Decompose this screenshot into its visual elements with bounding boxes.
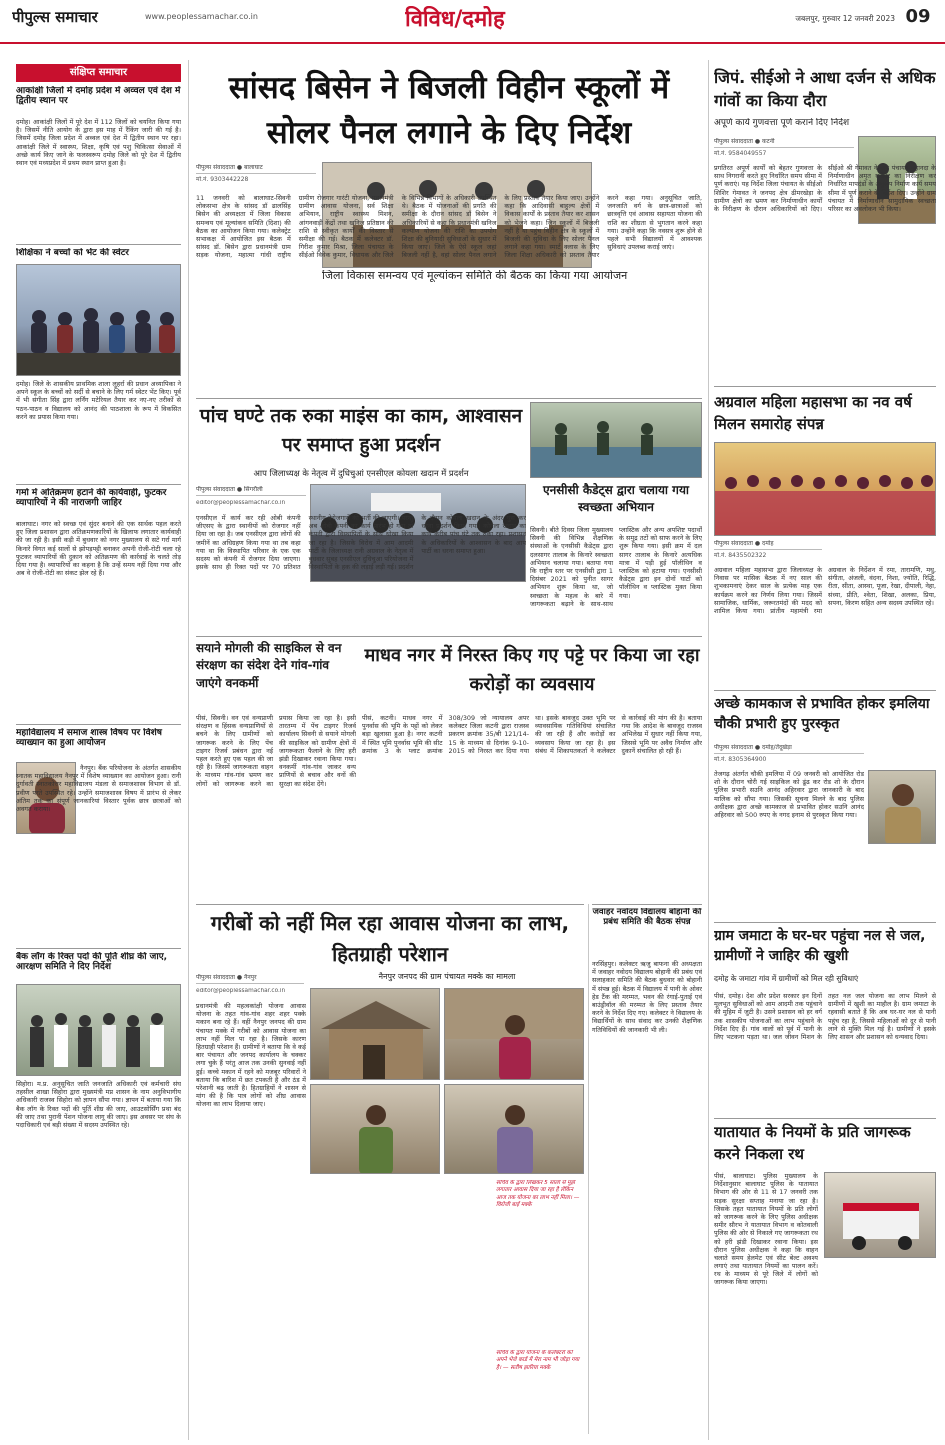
brief-body-4: नैनपुर। बैंक परियोजना के अंतर्गत शासकीय स्नातक महाविद्यालय नैनपुर में विशेष व्याख्यान का आयोजन हुआ। रानी दुर्गावती स्नातकोत्तर महाविद्यालय मंडला से समाजशास्त्र विभाग से डॉ. प्रवीण परते उपस्थित रहे। उन्होंने समाजशास्त्र विषय में प्रारंभ से लेकर अंतिम तक का संपूर्ण जानकारियां विस्तार पूर्वक छात्र छात्राओं को अवगत कराया। bbox=[16, 764, 181, 813]
award-byline: पीपुल्स संवाददाता ● दमोह/तेंदूखेड़ा bbox=[714, 744, 864, 754]
section-rule bbox=[714, 922, 936, 923]
brief-headline-2: शिक्षिका ने बच्चों को भेंट की स्वेटर bbox=[16, 248, 129, 258]
section-rule bbox=[714, 386, 936, 387]
column-rule bbox=[588, 904, 589, 1434]
cycle-headline: सयाने मोगली की साइकिल से वन संरक्षण का संदेश देने गांव-गांव जाएंगे वनकर्मी bbox=[196, 641, 342, 690]
village-subhead: दमोह के जमाटा गांव में ग्रामीणों को मिल रही सुविधाएं bbox=[714, 974, 859, 983]
section-rule bbox=[714, 690, 936, 691]
ceo-headline: जिपं. सीईओ ने आधा दर्जन से अधिक गांवों का किया दौरा bbox=[714, 68, 936, 111]
award-mobile: मो.नं. 8305364900 bbox=[714, 756, 767, 763]
officer-photo bbox=[868, 770, 936, 844]
officer-portrait bbox=[869, 771, 936, 844]
madhav-headline: माधव नगर में निरस्त किए गए पट्टे पर किया जा रहा करोड़ों का व्यवसाय bbox=[364, 645, 700, 695]
village-body: पीसं, दमोह। देश और प्रदेश सरकार इन दिनों मूलभूत सुविधाओं को आम आदमी तक पहुंचाने की मुहिम में जुटी है। उसने प्रशासन को हर वर्ग तक शासकीय योजनाओं का लाभ पहुंचाने के निर्देश दिए हैं। गांव वालों को पूर्व में पानी के लिए भटकना पड़ता था। जल जीवन मिशन के तहत नल जल योजना का लाभ मिलने से ग्रामीणों में खुशी का माहौल है। ग्राम जमाटा के रहवासी बताते हैं कि अब घर-घर नल से पानी पहुंच रहा है, जिससे महिलाओं को दूर से पानी लाने से मुक्ति मिल गई है। ग्रामीणों ने इसके लिए शासन और प्रशासन को धन्यवाद दिया। bbox=[714, 992, 936, 1041]
column-rule bbox=[188, 60, 189, 1440]
navodaya-body: नरसिंहपुर। कलेक्टर ऋजु बाफना की अध्यक्षता में जवाहर नवोदय विद्यालय बोहानी की प्रबंध एवं सलाहकार समिति की बैठक बुधवार को बोहानी में संपन्न हुई। बैठक में विद्यालय में पानी के ओवर हेड टैंक की मरम्मत, भवन की रंगाई-पुताई एवं बाउंड्रीवॉल की मरम्मत के लिए प्रस्ताव तैयार करने के निर्देश दिए गए। कलेक्टर ने विद्यालय के विद्यार्थियों के साथ संवाद कर उनकी शैक्षणिक गतिविधियों की जानकारी भी ली। bbox=[592, 960, 702, 1034]
brief-body-1: दमोह। आकांक्षी जिलों में पूरे देश में 112 जिलों को चयनित किया गया है। जिसमें नीति आयोग के द्वारा इस माह में रैंकिंग जारी की गई है। जिसमें दमोह जिला प्रदेश में अव्वल एवं देश में द्वितीय स्थान पर रहा। आकांक्षी जिले में स्वास्थ्य, शिक्षा, कृषि एवं पशु चिकित्सा सेवाओं में अच्छे कार्य किए जाने के फलस्वरूप दमोह जिले को पूरे देश में द्वितीय स्थान एवं मध्यप्रदेश में प्रथम स्थान प्राप्त हुआ है। bbox=[16, 118, 181, 167]
memorandum-crowd bbox=[17, 985, 181, 1076]
students-photo-figures bbox=[17, 265, 181, 376]
cycle-body: पीसं, सिवनी। वन एवं वन्यप्राणी संरक्षण व हिंसक वन्यप्राणियों से बचने के लिए ग्रामीणों को जागरूक करने के लिए पेंच टाइगर रिजर्व प्रबंधन द्वारा नई पहल करते हुए एक पहल की जा रही है। जिसमें जागरूकता वाहन के माध्यम गांव-गांव भ्रमण कर लोगों को जागरूक करने का प्रयास किया जा रहा है। इसी तारतम्य में पेंच टाइगर रिजर्व कार्यालय सिवनी से सयाने मोगली की साइकिल को ग्रामीण क्षेत्रों में जागरूकता फैलाने के लिए हरी झंडी दिखाकर रवाना किया गया। वनकर्मी गांव-गांव जाकर वन्य प्राणियों से बचाव और वनों की सुरक्षा का संदेश देंगे। bbox=[196, 714, 356, 788]
lead-subhead: जिला विकास समन्वय एवं मूल्यांकन समिति की बैठक का किया गया आयोजन bbox=[322, 270, 628, 282]
old-woman-photo bbox=[445, 1085, 584, 1174]
housing-body: प्रधानमंत्री की महत्वकांक्षी योजना आवास योजना के तहत गांव-गांव शहर शहर पक्के मकान बना रहे हैं। वहीं नैनपुर जनपद की ग्राम पंचायत मक्के में गरीबों को आवास योजना का लाभ नहीं मिल पा रहा है। जिसके कारण हितग्राही परेशान हैं। ग्रामीणों ने बताया कि वे कई बार पंचायत और जनपद कार्यालय के चक्कर लगा चुके हैं परंतु आज तक उनकी सुनवाई नहीं हुई। कच्चे मकान में रहने को मजबूर परिवारों ने बताया कि बारिश में छत टपकती है और ठंड में परेशानी बढ़ जाती है। हितग्राहियों ने शासन से मांग की है कि पात्र लोगों को शीघ्र आवास योजना का लाभ दिलाया जाए। bbox=[196, 1002, 306, 1109]
section-rule bbox=[592, 904, 702, 905]
madhav-body: पीसं, कटनी। माधव नगर में पुनर्वास की भूमि के पट्टों को लेकर बड़ा खुलासा हुआ है। नगर कटनी में स्थित भूमि पुनर्वास भूमि की सीट क्रमांक 3 के प्लाट क्रमांक 308/309 जो न्यायालय अपर कलेक्टर जिला कटनी द्वारा राजस्व प्रकरण क्रमांक 35/बी 121/14-15 के माध्यम से दिनांक 9-10-2015 को निरस्त कर दिया गया था। इसके बावजूद उक्त भूमि पर व्यावसायिक गतिविधियां संचालित की जा रही हैं और करोड़ों का व्यवसाय किया जा रहा है। इस संबंध में शिकायतकर्ता ने कलेक्टर से कार्रवाई की मांग की है। बताया गया कि आदेश के बावजूद राजस्व अभिलेख में सुधार नहीं किया गया, जिससे भूमि पर अवैध निर्माण और दुकानें संचालित हो रही हैं। bbox=[362, 714, 702, 755]
agrawal-body: अग्रवाल महिला महासभा द्वारा जिलाध्यक्ष के निवास पर मासिक बैठक में नए साल की शुभकामनाएं देकर साल के प्रत्येक माह एक कार्यक्रम करने का निर्णय लिया गया। जिसमें सामाजिक, धार्मिक, जरूरतमंदों की मदद को शामिल किया गया। प्रांतीय महामंत्री रमा अग्रवाल के निर्देशन में रमा, तारामणि, मधु, संगीता, अंजली, वंदना, निशा, ज्योति, रिद्धि, रीता, सीता, आस्था, पूजा, रेखा, दीपाली, नेहा, संध्या, प्रीति, श्वेता, शिखा, अलका, प्रिया, सपना, किरण सहित अन्य सदस्य उपस्थित रहे। bbox=[714, 566, 936, 615]
ncc-headline: एनसीसी कैडेट्स द्वारा चलाया गया स्वच्छता अभियान bbox=[542, 483, 690, 515]
housing-body-cont bbox=[310, 1180, 490, 1434]
traffic-headline: यातायात के नियमों के प्रति जागरूक करने निकला रथ bbox=[714, 1123, 911, 1163]
mine-body: एनसीएल में कार्य कर रही ओबी कंपनी जीएसए के द्वारा स्थानीयों को रोजगार नहीं दिया जा रहा है। जब एनसीएल द्वारा लोगों की जमीनें का अधिग्रहण किया गया था तब कहा गया था कि विस्थापित परिवार के एक एक सदस्य को कंपनी में रोजगार दिया जाएगा। इसके साथ ही रिक्त पदों पर 70 प्रतिशत स्थानीय बेरोजगारों की भर्ती की जाएगी। परन्तु अब ओबी कंपनी का कार्य प्रारंभ हो गया तो कंपनी द्वारा विस्थापितों के साथ धोखा किया जा रहा है। जिसके विरोध में आम आदमी पार्टी के जिलाध्यक्ष रानी अग्रवाल के नेतृत्व में बुधवार सुबह एनसीएल दुधिचुआ परियोजना में विस्थापितों के हक की लड़ाई लड़ी गई। प्रदर्शन के दौरान कोयला खदान के अंदर घुस कर धरना प्रदर्शन किया गया। कोयला खदान का कार्य करीब पांच घंटे तक रुका रहा। प्रशासन के अधिकारियों के आश्वासन के बाद आप पार्टी का धरना समाप्त हुआ। bbox=[196, 514, 526, 572]
brief-rule bbox=[16, 724, 181, 725]
lead-body-mask bbox=[320, 160, 702, 290]
section-rule bbox=[196, 398, 702, 399]
housing-byline: पीपुल्स संवाददाता ● नैनपुर bbox=[196, 974, 304, 984]
agrawal-mobile: मो.नं. 8435502322 bbox=[714, 552, 767, 559]
award-body: तेजगढ़ अंतर्गत चौकी इमलिया में 09 जनवरी को आयोजित रोड शो के दौरान चोरी गई साइकिल को ढूंढ कर रोड शो के दौरान पुलिस प्रभारी सउनि आनंद अहिरवार द्वारा जानकारी के बाद मालिक को सौंपा गया। जिसकी सूचना मिलने के बाद पुलिस अधीक्षक द्वारा अच्छे कामकाज से प्रभावित होकर सउनि आनंद अहिरवार को 500 रुपए के नगद इनाम से पुरस्कृत किया गया। bbox=[714, 770, 864, 819]
brief-headline-4: महाविद्यालय में समाज शास्त्र विषय पर विशेष व्याख्यान का हुआ आयोजन bbox=[16, 728, 162, 749]
section-title: विविध/दमोह bbox=[405, 7, 505, 32]
agrawal-byline: पीपुल्स संवाददाता ● दमोह bbox=[714, 540, 822, 550]
ncc-cadets-photo bbox=[531, 403, 702, 478]
ceo-body: प्रगतिरत अपूर्ण कार्यों को बेहतर गुणवत्ता के साथ निगरानी करते हुए निर्धारित समय सीमा में पूर्ण कराएं। यह निर्देश जिला पंचायत के सीईओ शिशिर गेमावत ने जनपद क्षेत्र ढीमरखेड़ा के ग्रामीण क्षेत्रों का भ्रमण कर निर्माणाधीन कार्यों के निरीक्षण के दौरान अधिकारियों को दिए। सीईओ श्री गेमावत ने ग्राम पंचायत महानदा के निर्माणाधीन अमृत सरोवर का निरीक्षण कर निर्धारित मापदंडों के अनुरूप निर्माण कार्य समय सीमा में पूर्ण कराने के निर्देश दिए। उन्होंने ग्राम पंचायत में निर्माणाधीन सामुदायिक स्वच्छता परिसर का अवलोकन भी किया। bbox=[714, 164, 936, 213]
brand-logo: पीपुल्स समाचार bbox=[12, 8, 98, 26]
section-rule bbox=[196, 904, 584, 905]
mine-byline: पीपुल्स संवाददाता ● सिंगरौली bbox=[196, 486, 306, 496]
masthead bbox=[0, 0, 945, 44]
section-rule bbox=[714, 1118, 936, 1119]
housing-quote-1: सचिव के द्वारा लिखकर 5 सालों से मुझे लगातार आवास दिया जा रहा है लेकिन आज तक योजना का लाभ नहीं मिला। — विरोजी बाई मक्के bbox=[496, 1180, 580, 1208]
brief-column bbox=[16, 64, 181, 1436]
section-rule bbox=[196, 636, 702, 637]
brief-body-3: बालाघाट। नगर को स्वच्छ एवं सुंदर बनाने की एक सार्थक पहल करते हुए जिला प्रशासन द्वारा अतिक्रमणकारियों के खिलाफ लगातार कार्यवाही की जा रही है। इसी कड़ी में बुधवार को नगर मुख्यालय से सटे गर्रा मार्ग किनारे विगत कई सालों से झोपड़पट्टी बनाकर अपनी रोजी-रोटी चला रहे फुटकर व्यापारियों की दुकान को अतिक्रमण की कार्रवाई के चलते तोड़ दिया गया है। व्यापारियों का कहना है कि उन्हें समय नहीं दिया गया और अब वे रोजी-रोटी का संकट झेल रहे हैं। bbox=[16, 520, 181, 578]
housing-photo-4 bbox=[444, 1084, 584, 1174]
housing-email[interactable]: editor@peoplessamachar.co.in bbox=[196, 988, 286, 994]
ceo-mobile: मो.नं. 9584049557 bbox=[714, 150, 767, 157]
students-photo bbox=[16, 264, 181, 376]
beneficiary-photo bbox=[445, 989, 584, 1080]
column-rule bbox=[708, 60, 709, 1440]
ncc-photo bbox=[530, 402, 702, 478]
kachha-house-photo bbox=[311, 989, 440, 1080]
housing-headline: गरीबों को नहीं मिल रहा आवास योजना का लाभ, हितग्राही परेशान bbox=[210, 911, 570, 966]
ceo-subhead: अपूर्ण कार्य गुणवत्ता पूर्ण कराने दिए निर्देश bbox=[714, 118, 850, 128]
brief-rule bbox=[16, 948, 181, 949]
brief-headline-5: बैक लॉग के रिक्त पदों की पूर्ति शीघ्र की जाए, आरक्षण समिति ने दिए निर्देश bbox=[16, 952, 168, 973]
award-headline: अच्छे कामकाज से प्रभावित होकर इमलिया चौकी प्रभारी हुए पुरस्कृत bbox=[714, 696, 930, 733]
lead-mobile: मो.नं. 9303442228 bbox=[196, 176, 249, 183]
traffic-photo bbox=[824, 1172, 936, 1258]
mine-subhead: आप जिलाध्यक्ष के नेतृत्व में दुधिचुआं एनसीएल कोयला खदान में प्रदर्शन bbox=[253, 468, 469, 478]
housing-photo-1 bbox=[310, 988, 440, 1080]
site-url[interactable]: www.peoplessamachar.co.in bbox=[145, 12, 258, 21]
navodaya-headline: जवाहर नवोदय विद्यालय बोहानी की प्रबंध समिति की बैठक संपन्न bbox=[592, 908, 702, 927]
lead-headline: सांसद बिसेन ने बिजली विहीन स्कूलों में सोलर पैनल लगाने के दिए निर्देश bbox=[228, 70, 670, 151]
brief-label: संक्षिप्त समाचार bbox=[16, 64, 181, 82]
brief-body-5: सिहोरा। म.प्र. अनुसूचित जाति जनजाति अधिकारी एवं कर्मचारी संघ तहसील शाखा सिहोरा द्वारा मुख्यमंत्री मप्र शासन के नाम अनुविभागीय अधिकारी राजस्व सिहोरा को ज्ञापन सौंपा गया। ज्ञापन में बताया गया कि बैक लॉग के रिक्त पदों की पूर्ति शीघ्र की जाए, आउटसोर्सिंग प्रथा बंद की जाए तथा पुरानी पेंशन योजना लागू की जाए। इस अवसर पर संघ के पदाधिकारी एवं बड़ी संख्या में सदस्य उपस्थित रहे। bbox=[16, 1080, 181, 1129]
woman-photo bbox=[311, 1085, 440, 1174]
brief-rule bbox=[16, 244, 181, 245]
village-headline: ग्राम जमाटा के घर-घर पहुंचा नल से जल, ग्रामीणों ने जाहिर की खुशी bbox=[714, 928, 926, 965]
ncc-body: सिवनी। बीते दिवस जिला मुख्यालय सिवनी की विभिन्न शैक्षणिक संस्थाओं के एनसीसी कैडेट्स द्वारा दलसागर तालाब के किनारे स्वच्छता अभियान चलाया गया। बताया गया कि राष्ट्रीय स्तर पर एनसीसी द्वारा 1 दिसंबर 2021 को पुनीत सागर अभियान शुरू किया था, जो स्वच्छता के महत्व के बारे में जागरूकता बढ़ाने के साथ-साथ प्लास्टिक और अन्य अपशिष्ट पदार्थों के समुद्र तटों को साफ करने के लिए शुरू किया गया। इसी क्रम में दल सागर तालाब के किनारे अत्यधिक मात्रा में पड़ी हुई पॉलीथिन व प्लास्टिक को हटाया गया। एनसीसी कैडेट्स द्वारा इन दोनों घाटों को पॉलीथिन व प्लास्टिक मुक्त किया गया। bbox=[530, 526, 702, 608]
housing-subhead: नैनपुर जनपद की ग्राम पंचायत मक्के का मामला bbox=[378, 972, 516, 981]
brief-rule bbox=[16, 484, 181, 485]
page-number: 09 bbox=[905, 6, 931, 27]
traffic-body: पीसं, बालाघाट। पुलिस मुख्यालय के निर्देशानुसार बालाघाट पुलिस के यातायात विभाग की ओर से 11 से 17 जनवरी तक सड़क सुरक्षा सप्ताह मनाया जा रहा है। जिसके तहत यातायात नियमों के प्रति लोगों को जागरूक करने के लिए पुलिस अधीक्षक समीर सौरभ ने यातायात विभाग व कोतवाली पुलिस की ओर से निकाले गए जागरूकता रथ को हरी झंडी दिखाकर रवाना किया। इस दौरान पुलिस अधीक्षक ने कहा कि वाहन चलाते समय हेलमेट एवं सीट बेल्ट अवश्य लगाएं तथा यातायात नियमों का पालन करें। रथ के माध्यम से पूरे जिले में लोगों को जागरूक किया जाएगा। bbox=[714, 1172, 818, 1287]
brief-headline-3: गर्मा में अतिक्रमण हटाने की कार्यवाही, फुटकर व्यापारियों ने की नाराजगी जाहिर bbox=[16, 488, 167, 509]
housing-quote-2: सचिव के द्वारा योजना के कलेक्टरों को अपने भेजे कार्ड में मेरा नाम भी जोड़ा गया है। — सतीष झारिया मक्के bbox=[496, 1350, 580, 1371]
lead-byline: पीपुल्स संवाददाता ● बालाघाट bbox=[196, 164, 316, 174]
agrawal-photo bbox=[714, 442, 936, 536]
traffic-body-cont bbox=[824, 1262, 936, 1434]
housing-photo-3 bbox=[310, 1084, 440, 1174]
memorandum-photo bbox=[16, 984, 181, 1076]
women-group-photo bbox=[715, 443, 936, 536]
mine-email[interactable]: editor@peoplessamachar.co.in bbox=[196, 500, 286, 506]
housing-photo-2 bbox=[444, 988, 584, 1080]
traffic-rath-photo bbox=[825, 1173, 936, 1258]
mine-headline: पांच घण्टे तक रुका माइंस का काम, आश्वासन पर समाप्त हुआ प्रदर्शन bbox=[199, 405, 523, 457]
agrawal-headline: अग्रवाल महिला महासभा का नव वर्ष मिलन समारोह संपन्न bbox=[714, 393, 912, 433]
dateline: जबलपुर, गुरुवार 12 जनवरी 2023 bbox=[795, 14, 895, 23]
brief-body-2: दमोह। जिले के शासकीय प्राथमिक शाला लुहर्रा की प्रधान अध्यापिका ने अपने स्कूल के बच्चों को सर्दी से बचाने के लिए गर्म स्वेटर भेंट किए। पूर्व में भी संगीता सिंह द्वारा लर्निंग मटेरियल तैयार कर नए-नए तरीकों से पठन-पाठन व विद्यालय को आनंद की पाठशाला के रूप में विकसित करने का प्रयास किया गया। bbox=[16, 380, 181, 421]
brief-headline-1: आकांक्षी जिलों में दमोह प्रदेश में अव्वल एवं देश में द्वितीय स्थान पर bbox=[16, 86, 181, 107]
lead-body: 11 जनवरी को बालाघाट-सिवनी लोकसभा क्षेत्र के सांसद डॉ ढालसिंह बिसेन की अध्यक्षता में जिला विकास समन्वय एवं मूल्यांकन समिति (दिशा) की बैठक का आयोजन किया गया। कलेक्ट्रेट सभाकक्ष में आयोजित इस बैठक में सांसद डॉ. बिसेन द्वारा प्रधानमंत्री ग्राम सड़क योजना, महात्मा गांधी राष्ट्रीय ग्रामीण रोजगार गारंटी योजना, प्रधानमंत्री ग्रामीण आवास योजना, सर्व शिक्षा अभियान, राष्ट्रीय स्वास्थ्य मिशन, आंगनवाड़ी केंद्रों तथा खनिज प्रतिष्ठान की राशि से स्वीकृत कार्यों की विस्तार से समीक्षा की गई। बैठक में कलेक्टर डॉ. गिरीश कुमार मिश्रा, जिला पंचायत के सीईओ विवेक कुमार, विधायक और जिले के विभिन्न विभागों के अधिकारी उपस्थित थे। बैठक में योजनाओं की प्रगति की समीक्षा के दौरान सांसद डॉ बिसेन ने अधिकारियों से कहा कि प्रधानमंत्री खनिज कल्याण योजना की राशि का उपयोग शिक्षा की बुनियादी सुविधाओं के सुधार में किया जाए। जिले के ऐसे स्कूल जहां बिजली नहीं है, वहां सोलर पैनल लगाने के लिए प्रस्ताव तैयार किया जाए। उन्होंने कहा कि आदिवासी बाहुल्य क्षेत्रों में विकास कार्यों के प्रस्ताव तैयार कर शासन को भेजने कहा। जिन स्कूलों में बिजली नहीं है या पहुंच विहीन क्षेत्र के स्कूलों में बिजली की सुविधा के लिए सोलर पैनल लगाने कहा गया। स्मार्ट क्लास के लिए जिला शिक्षा अधिकारी को प्रस्ताव तैयार करने कहा गया। अनुसूचित जाति, जनजाति वर्ग के छात्र-छात्राओं को छात्रवृत्ति एवं आवास सहायता योजना की राशि का शीघ्रता से भुगतान करने कहा गया। उन्होंने कहा कि नवसत्र शुरू होने से पहले सभी विद्यालयों में आवश्यक सुविधाएं उपलब्ध कराई जाएं। bbox=[196, 194, 702, 260]
ceo-byline: पीपुल्स संवाददाता ● कटनी bbox=[714, 138, 854, 148]
